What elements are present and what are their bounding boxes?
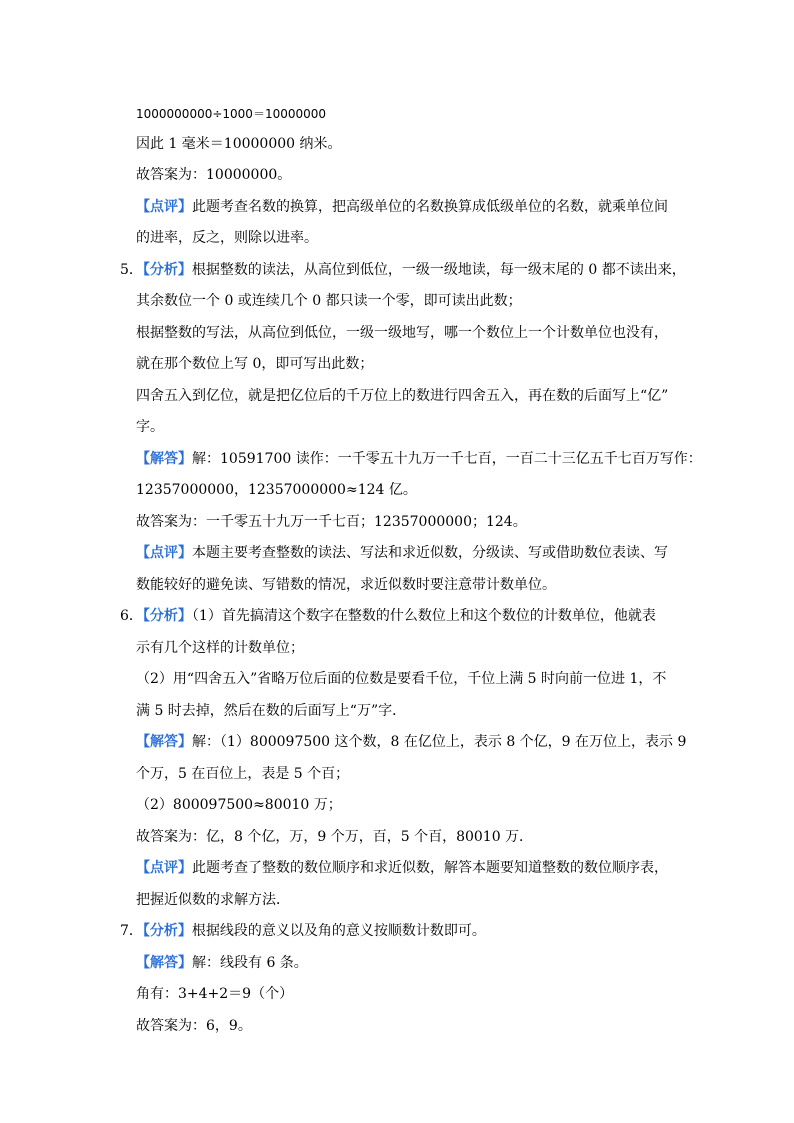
line xyxy=(136,165,291,185)
line xyxy=(136,197,668,217)
line xyxy=(136,953,308,973)
answer-text: 故答案为：一千零五十九万一千七百；12357000000；124。 xyxy=(136,514,527,530)
line xyxy=(136,890,290,910)
solution-tag: 【解答】 xyxy=(136,734,192,750)
line xyxy=(136,104,326,124)
text: 解：（1）800097500 这个数，8 在亿位上，表示 8 个亿，9 在万位上，表示 9 xyxy=(192,734,687,750)
line xyxy=(136,291,522,311)
line xyxy=(136,228,318,248)
answer-text: 故答案为：亿，8 个亿，万，9 个万，百，5 个百，80010 万． xyxy=(136,829,534,845)
text: 根据线段的意义以及角的意义按顺数计数即可。 xyxy=(191,923,486,939)
text: 解：线段有 6 条。 xyxy=(192,955,308,971)
solution-tag: 【解答】 xyxy=(136,955,192,971)
text: 此题考查了整数的数位顺序和求近似数，解答本题要知道整数的数位顺序表， xyxy=(192,860,668,876)
question-number: 5． xyxy=(120,262,143,278)
answer-text: 故答案为：10000000。 xyxy=(136,167,292,183)
line xyxy=(136,827,533,847)
solution-tag: 【解答】 xyxy=(136,451,192,467)
text: 因此 1 毫米＝10000000 纳米。 xyxy=(136,136,342,152)
text: 就在那个数位上写 0，即可写出此数； xyxy=(136,356,374,372)
text: 数能较好的避免读、写错数的情况，求近似数时要注意带计数单位。 xyxy=(136,577,556,593)
text: （2）用“四舍五入”省略万位后面的位数是要看千位，千位上满 5 时向前一位进 1，不 xyxy=(136,671,667,687)
text: （1）首先搞清这个数字在整数的什么数位上和这个数位的计数单位，他就表 xyxy=(191,608,656,624)
question-number: 6． xyxy=(120,608,143,624)
review-tag: 【点评】 xyxy=(136,199,192,215)
text: 满 5 时去掉，然后在数的后面写上“万”字． xyxy=(136,703,407,719)
line xyxy=(136,858,668,878)
analysis-tag: 【分析】 xyxy=(142,262,192,278)
text: 根据整数的读法，从高位到低位，一级一级地读，每一级末尾的 0 都不读出来， xyxy=(191,262,686,278)
text: 此题考查名数的换算，把高级单位的名数换算成低级单位的名数，就乘单位间 xyxy=(192,199,668,215)
text: 的进率，反之，则除以进率。 xyxy=(136,230,318,246)
answer-text: 故答案为：6，9。 xyxy=(136,1018,252,1034)
analysis-tag: 【分析】 xyxy=(142,608,192,624)
text: 其余数位一个 0 或连续几个 0 都只读一个零，即可读出此数； xyxy=(136,293,522,309)
line xyxy=(136,701,406,721)
text: 角有：3+4+2＝9（个） xyxy=(136,986,294,1002)
review-tag: 【点评】 xyxy=(136,860,192,876)
line xyxy=(136,984,293,1004)
line xyxy=(136,669,666,689)
line xyxy=(136,449,702,469)
line xyxy=(136,732,686,752)
review-tag: 【点评】 xyxy=(136,545,192,561)
line xyxy=(136,323,668,343)
text: 四舍五入到亿位，就是把亿位后的千万位上的数进行四舍五入，再在数的后面写上“亿” xyxy=(136,388,669,404)
line xyxy=(120,921,486,941)
line xyxy=(136,543,668,563)
text: 字。 xyxy=(136,419,164,435)
equation-text: 1000000000÷1000＝10000000 xyxy=(136,107,327,121)
line xyxy=(136,575,556,595)
line xyxy=(136,638,304,658)
line xyxy=(120,260,686,280)
line xyxy=(136,354,373,374)
text: （2）800097500≈80010 万； xyxy=(136,797,342,813)
line xyxy=(136,480,417,500)
line xyxy=(136,386,668,406)
text: 个万，5 在百位上，表是 5 个百； xyxy=(136,766,350,782)
text: 12357000000，12357000000≈124 亿。 xyxy=(136,482,417,498)
analysis-tag: 【分析】 xyxy=(142,923,192,939)
line xyxy=(136,1016,252,1036)
text: 本题主要考查整数的读法、写法和求近似数，分级读、写或借助数位表读、写 xyxy=(192,545,668,561)
line xyxy=(136,512,527,532)
text: 把握近似数的求解方法． xyxy=(136,892,290,908)
line xyxy=(136,134,342,154)
line xyxy=(136,764,349,784)
text: 根据整数的写法，从高位到低位，一级一级地写，哪一个数位上一个计数单位也没有， xyxy=(136,325,668,341)
text: 示有几个这样的计数单位； xyxy=(136,640,304,656)
line xyxy=(120,606,656,626)
question-number: 7． xyxy=(120,923,143,939)
text: 解：10591700 读作：一千零五十九万一千七百，一百二十三亿五千七百万写作： xyxy=(192,451,702,467)
line xyxy=(136,795,342,815)
line xyxy=(136,417,164,437)
